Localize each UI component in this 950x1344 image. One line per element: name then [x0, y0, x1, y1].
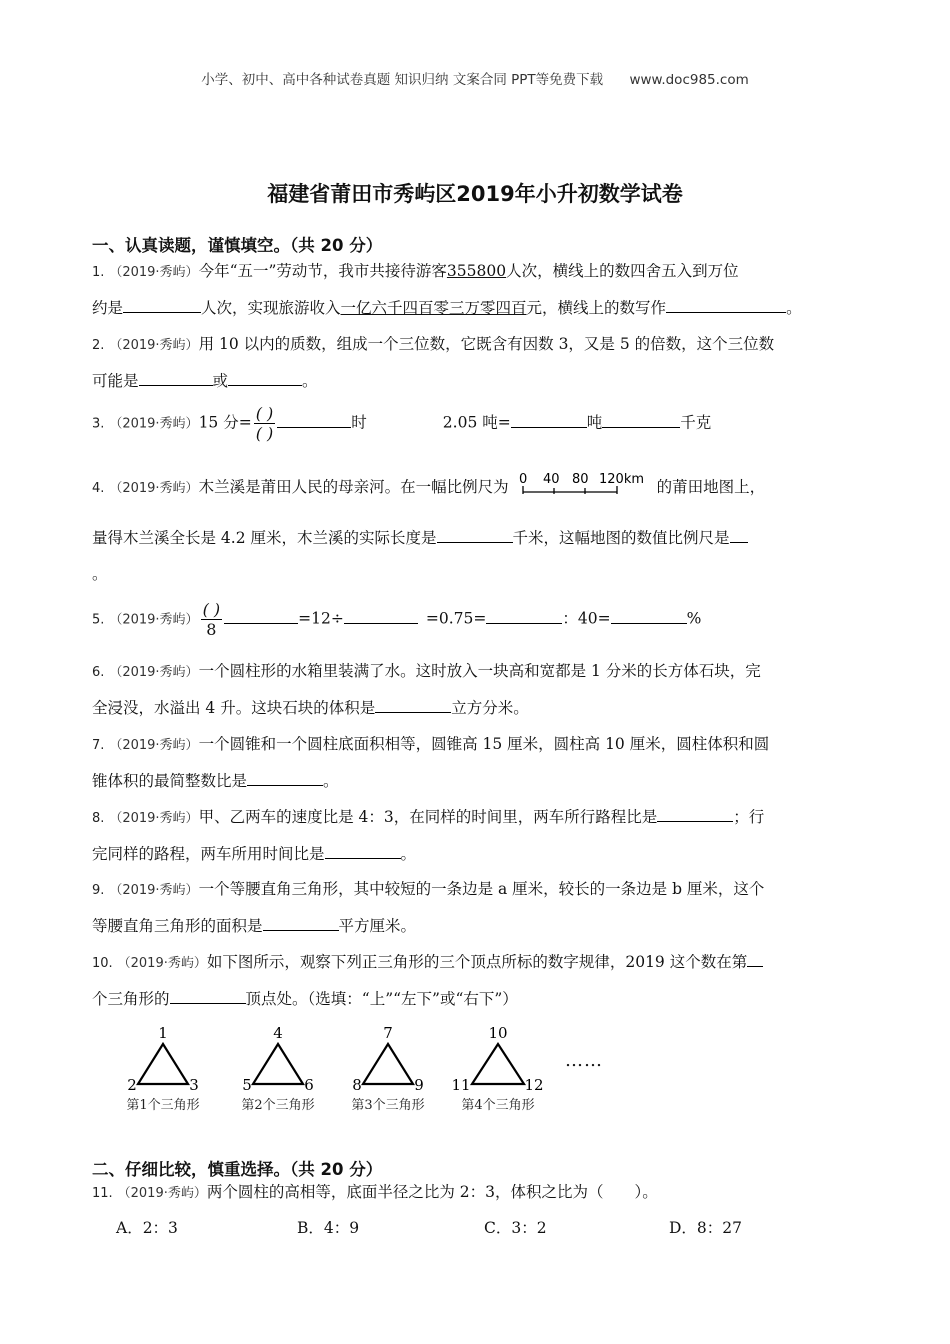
q5-blank-3[interactable]	[486, 609, 562, 624]
q3-number: 3.	[92, 416, 105, 432]
q5-tag: （2019·秀屿）	[109, 612, 199, 628]
q4-text-a: 木兰溪是莆田人民的母亲河。在一幅比例尺为	[198, 478, 509, 496]
q9-text-b: 等腰直角三角形的面积是	[92, 917, 263, 935]
triangle-4-left: 11	[451, 1076, 471, 1094]
triangle-4-right: 12	[524, 1076, 544, 1094]
scale-label-120km: 120km	[598, 472, 644, 487]
q7-line-2	[92, 769, 339, 791]
triangle-4-top: 10	[488, 1024, 508, 1042]
triangle-1-left: 2	[127, 1076, 137, 1094]
q3-fraction	[254, 404, 276, 443]
q3-text-a: 15 分=	[198, 413, 252, 432]
q7-number: 7.	[92, 738, 105, 753]
q3-blank-2[interactable]	[511, 413, 587, 428]
q11-text-a: 两个圆柱的高相等，底面半径之比为 2：3，体积之比为（ ）。	[206, 1183, 658, 1201]
q8-blank-1[interactable]	[657, 807, 733, 822]
q8-text-d: 。	[400, 845, 417, 863]
q9-line-1	[92, 877, 764, 899]
q8-text-a: 甲、乙两车的速度比是 4：3，在同样的时间里，两车所行路程比是	[198, 808, 658, 826]
triangle-ellipsis: ……	[565, 1050, 603, 1071]
q4-number: 4.	[92, 481, 105, 496]
q4-tag: （2019·秀屿）	[109, 481, 199, 496]
triangle-1-right: 3	[189, 1076, 199, 1094]
q11-option-c[interactable]: C．3：2	[484, 1219, 547, 1237]
q7-blank-1[interactable]	[247, 771, 323, 786]
q5-text-a: =12÷	[298, 609, 344, 628]
triangle-1	[118, 1024, 208, 1113]
q3-tag: （2019·秀屿）	[109, 416, 199, 432]
q10-line-1	[92, 950, 763, 972]
q4-blank-1[interactable]	[437, 528, 513, 543]
q10-line-2	[92, 987, 518, 1009]
q5-frac-bottom: 8	[206, 620, 217, 639]
q1-text-c: 约是	[92, 299, 124, 317]
triangle-4-caption: 第4个三角形	[461, 1098, 535, 1113]
q1-tag: （2019·秀屿）	[109, 265, 199, 280]
q11-option-d[interactable]: D．8：27	[669, 1219, 743, 1237]
q9-tag: （2019·秀屿）	[109, 883, 199, 898]
q5-fraction	[201, 600, 223, 639]
q6-blank-1[interactable]	[375, 698, 451, 713]
q7-text-c: 。	[323, 772, 339, 790]
triangle-2-left: 5	[242, 1076, 252, 1094]
triangle-2-caption: 第2个三角形	[241, 1098, 315, 1113]
q5-blank-1[interactable]	[224, 609, 298, 624]
q2-blank-2[interactable]	[228, 371, 302, 386]
q1-blank-1[interactable]	[123, 298, 201, 313]
page-header	[0, 68, 950, 88]
q2-blank-1[interactable]	[139, 371, 213, 386]
scale-label-40: 40	[542, 472, 560, 487]
q5-text-d: %	[686, 609, 702, 628]
q6-line-2	[92, 696, 529, 718]
q5-frac-top[interactable]: ( )	[202, 600, 221, 619]
q8-text-c: 完同样的路程，两车所用时间比是	[92, 845, 325, 863]
triangle-1-caption: 第1个三角形	[126, 1098, 200, 1113]
q1-blank-2[interactable]	[666, 298, 786, 313]
q10-text-b: 个三角形的	[92, 990, 170, 1008]
q10-blank-1[interactable]	[747, 952, 763, 967]
map-scale-bar	[517, 470, 647, 506]
q6-line-1	[92, 659, 761, 681]
q2-text-b: 可能是	[92, 372, 139, 390]
q10-text-c: 顶点处。（选填：“上”“左下”或“右下”）	[245, 990, 518, 1008]
q1-underlined-1: 355800	[446, 262, 507, 280]
triangle-1-top: 1	[158, 1024, 168, 1042]
q11-option-a[interactable]: A．2：3	[116, 1219, 178, 1237]
q5-text-b: =0.75=	[425, 609, 487, 628]
q3-text-c: 2.05 吨=	[442, 413, 511, 432]
q10-number: 10.	[92, 956, 113, 971]
q1-text-e: 元，横线上的数写作	[526, 299, 667, 317]
q5-line	[92, 600, 701, 639]
q7-tag: （2019·秀屿）	[109, 738, 199, 753]
q4-text-d: 千米，这幅地图的数值比例尺是	[512, 529, 730, 547]
q2-line-2	[92, 369, 318, 391]
q7-line-1	[92, 732, 769, 754]
q3-blank-3[interactable]	[602, 413, 680, 428]
q3-text-d: 吨	[586, 413, 603, 432]
q4-line-2	[92, 526, 748, 548]
triangle-3-caption: 第3个三角形	[351, 1098, 425, 1113]
q11-line	[92, 1180, 658, 1202]
scale-label-0: 0	[518, 472, 527, 487]
q7-text-a: 一个圆锥和一个圆柱底面积相等，圆锥高 15 厘米，圆柱高 10 厘米，圆柱体积和圆	[198, 735, 770, 753]
q5-text-c: ：40=	[562, 609, 611, 628]
q2-text-d: 。	[302, 372, 318, 390]
q2-tag: （2019·秀屿）	[109, 338, 199, 353]
triangle-2-right: 6	[304, 1076, 314, 1094]
q5-blank-2[interactable]	[344, 609, 418, 624]
q9-line-2	[92, 914, 416, 936]
q6-tag: （2019·秀屿）	[109, 665, 199, 680]
q4-blank-2[interactable]	[730, 528, 748, 543]
q4-text-b: 的莆田地图上，	[656, 478, 766, 496]
q6-text-c: 立方分米。	[451, 699, 529, 717]
triangle-3-left: 8	[352, 1076, 362, 1094]
q11-option-b[interactable]: B．4：9	[297, 1219, 360, 1237]
section-2-heading: 二、仔细比较，慎重选择。（共 20 分）	[92, 1160, 383, 1179]
triangle-4	[450, 1024, 546, 1113]
triangle-3-right: 9	[414, 1076, 424, 1094]
q7-text-b: 锥体积的最简整数比是	[92, 772, 248, 790]
triangle-3	[343, 1024, 433, 1113]
q4-line-3	[92, 562, 108, 584]
q2-line-1	[92, 332, 774, 354]
q8-number: 8.	[92, 811, 105, 826]
q11-number: 11.	[92, 1186, 113, 1201]
section-1-heading: 一、认真读题，谨慎填空。（共 20 分）	[92, 236, 383, 255]
q6-text-a: 一个圆柱形的水箱里装满了水。这时放入一块高和宽都是 1 分米的长方体石块，完	[198, 662, 761, 680]
q3-text-e: 千克	[680, 413, 712, 432]
q1-line-2	[92, 296, 802, 318]
q10-tag: （2019·秀屿）	[117, 956, 207, 971]
q10-text-a: 如下图所示，观察下列正三角形的三个顶点所标的数字规律，2019 这个数在第	[206, 953, 748, 971]
q1-number: 1.	[92, 265, 105, 280]
q1-text-b: 人次，横线上的数四舍五入到万位	[506, 262, 739, 280]
q5-number: 5.	[92, 612, 105, 628]
q4-text-c: 量得木兰溪全长是 4.2 厘米，木兰溪的实际长度是	[92, 529, 437, 547]
q4-line-1	[92, 470, 765, 506]
q3-blank-1[interactable]	[277, 413, 351, 428]
q3-frac-bottom[interactable]: ( )	[255, 424, 274, 443]
q1-text-f: 。	[786, 299, 802, 317]
header-text: 小学、初中、高中各种试卷真题 知识归纳 文案合同 PPT等免费下载	[201, 72, 604, 88]
q9-blank-1[interactable]	[263, 916, 339, 931]
q5-blank-4[interactable]	[611, 609, 687, 624]
triangle-3-top: 7	[383, 1024, 393, 1042]
q4-text-e: 。	[92, 565, 108, 583]
q3-text-b: 时	[351, 413, 367, 432]
q9-text-a: 一个等腰直角三角形，其中较短的一条边是 a 厘米，较长的一条边是 b 厘米，这个	[198, 880, 765, 898]
q8-text-b: ；行	[733, 808, 765, 826]
triangle-2-top: 4	[273, 1024, 283, 1042]
q1-text-a: 今年“五一”劳动节，我市共接待游客	[198, 262, 447, 280]
q9-text-c: 平方厘米。	[338, 917, 417, 935]
header-site[interactable]: www.doc985.com	[629, 72, 749, 88]
q9-number: 9.	[92, 883, 105, 898]
q3-line	[92, 404, 711, 443]
q8-line-2	[92, 842, 416, 864]
q10-blank-2[interactable]	[170, 989, 246, 1004]
scale-label-80: 80	[571, 472, 589, 487]
q1-line-1	[92, 259, 739, 281]
q8-tag: （2019·秀屿）	[109, 811, 199, 826]
triangle-2	[233, 1024, 323, 1113]
q1-text-d: 人次，实现旅游收入	[201, 299, 341, 317]
q2-text-a: 用 10 以内的质数，组成一个三位数，它既含有因数 3，又是 5 的倍数，这个三位数	[198, 335, 775, 353]
q3-frac-top[interactable]: ( )	[255, 404, 274, 423]
q6-number: 6.	[92, 665, 105, 680]
page-title: 福建省莆田市秀屿区2019年小升初数学试卷	[267, 182, 683, 206]
q8-blank-2[interactable]	[325, 844, 401, 859]
q8-line-1	[92, 805, 764, 827]
q2-number: 2.	[92, 338, 105, 353]
q2-text-c: 或	[212, 372, 229, 390]
q11-tag: （2019·秀屿）	[117, 1186, 207, 1201]
q6-text-b: 全浸没，水溢出 4 升。这块石块的体积是	[92, 699, 376, 717]
q1-underlined-2: 一亿六千四百零三万零四百	[340, 299, 527, 317]
